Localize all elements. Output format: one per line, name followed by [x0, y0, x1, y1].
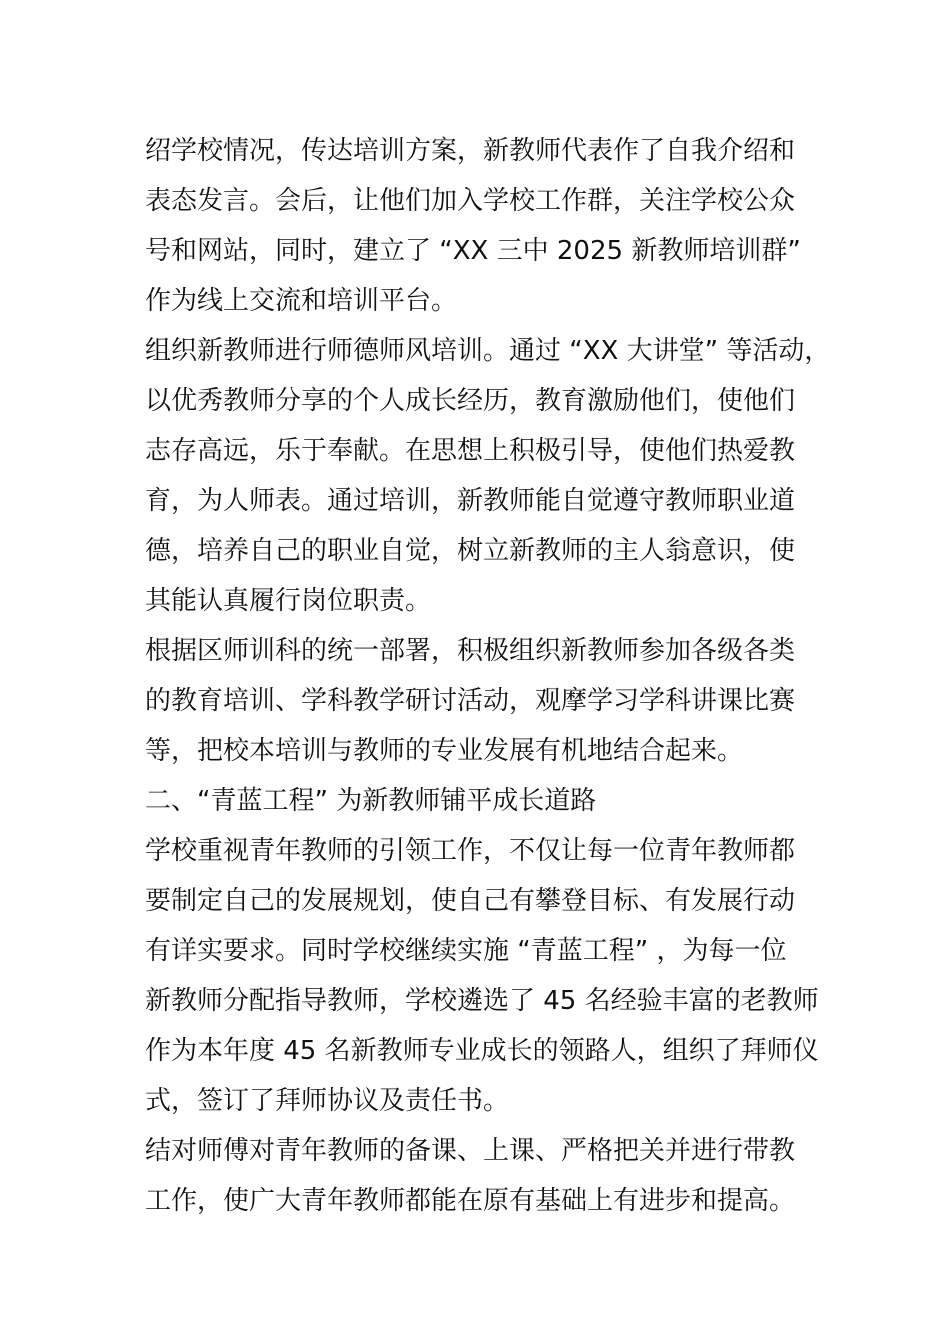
text-line: 其能认真履行岗位职责。 — [145, 586, 432, 616]
text-line: 根据区师训科的统一部署，积极组织新教师参加各级各类 — [145, 636, 796, 666]
text-line: 志存高远，乐于奉献。在思想上积极引导，使他们热爱教 — [145, 436, 796, 466]
text-line: 以优秀教师分享的个人成长经历，教育激励他们，使他们 — [145, 386, 796, 416]
text-line: 学校重视青年教师的引领工作，不仅让每一位青年教师都 — [145, 836, 796, 866]
text-line: 等，把校本培训与教师的专业发展有机地结合起来。 — [145, 736, 744, 766]
text-line: 育，为人师表。通过培训，新教师能自觉遵守教师职业道 — [145, 486, 796, 516]
text-line: 组织新教师进行师德师风培训。通过 “XX 大讲堂” 等活动， — [145, 336, 831, 366]
text-line: 结对师傅对青年教师的备课、上课、严格把关并进行带教 — [145, 1136, 796, 1166]
text-line: 工作，使广大青年教师都能在原有基础上有进步和提高。 — [145, 1186, 796, 1216]
text-line: 作为本年度 45 名新教师专业成长的领路人，组织了拜师仪 — [145, 1036, 819, 1066]
text-line: 要制定自己的发展规划，使自己有攀登目标、有发展行动 — [145, 886, 796, 916]
text-line: 作为线上交流和培训平台。 — [145, 286, 458, 316]
text-line: 新教师分配指导教师，学校遴选了 45 名经验丰富的老教师 — [145, 986, 819, 1016]
text-line: 表态发言。会后，让他们加入学校工作群，关注学校公众 — [145, 186, 796, 216]
section-heading: 二、“青蓝工程” 为新教师铺平成长道路 — [145, 786, 597, 816]
text-line: 的教育培训、学科教学研讨活动，观摩学习学科讲课比赛 — [145, 686, 796, 716]
document-body — [145, 126, 845, 1226]
text-line: 号和网站，同时，建立了 “XX 三中 2025 新教师培训群” — [145, 236, 801, 266]
text-line: 式，签订了拜师协议及责任书。 — [145, 1086, 510, 1116]
text-line: 绍学校情况，传达培训方案，新教师代表作了自我介绍和 — [145, 136, 796, 166]
text-line: 德，培养自己的职业自觉，树立新教师的主人翁意识，使 — [145, 536, 796, 566]
text-line: 有详实要求。同时学校继续实施 “青蓝工程” ，为每一位 — [145, 936, 787, 966]
